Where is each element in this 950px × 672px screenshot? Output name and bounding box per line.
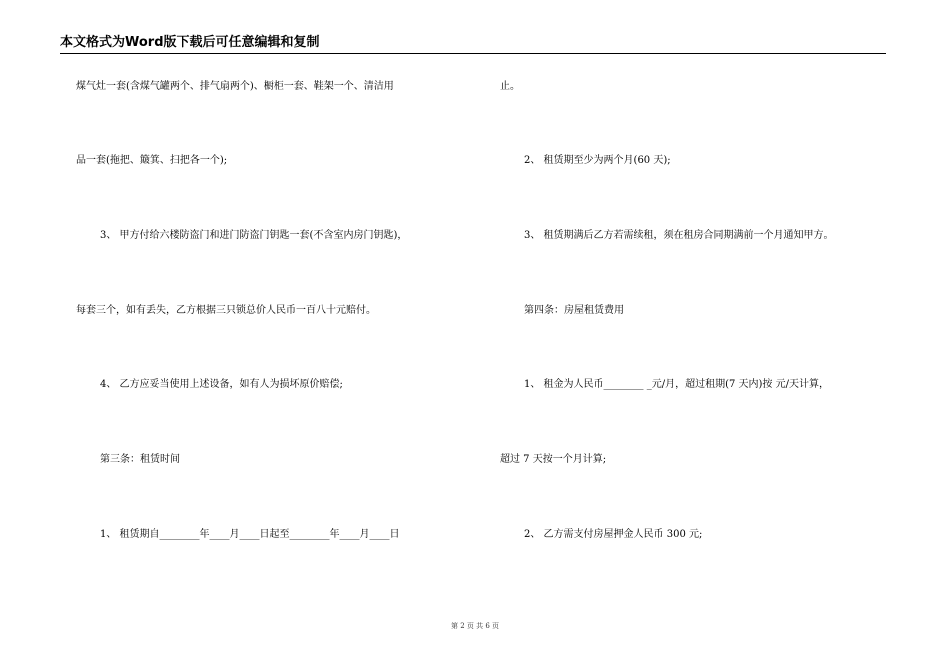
right-line-6: 超过 7 天按一个月计算;	[500, 454, 607, 465]
page-number: 第 2 页 共 6 页	[450, 622, 500, 630]
page-header	[60, 34, 886, 54]
right-line-7: 2、 乙方需支付房屋押金人民币 300 元;	[524, 529, 703, 540]
left-line-7: 1、 租赁期自________年____月____日起至________年____月____日	[100, 529, 400, 540]
section-heading-3: 第三条：租赁时间	[100, 454, 180, 465]
left-line-3: 3、 甲方付给六楼防盗门和进门防盗门钥匙一套(不含室内房门钥匙)，	[100, 230, 408, 241]
right-line-2: 2、 租赁期至少为两个月(60 天);	[524, 155, 671, 166]
left-line-5: 4、 乙方应妥当使用上述设备，如有人为损坏原价赔偿;	[100, 379, 343, 390]
left-line-4: 每套三个，如有丢失，乙方根据三只锁总价人民币一百八十元赔付。	[76, 305, 376, 316]
right-line-1: 止。	[500, 81, 520, 92]
header-title: 本文格式为Word版下载后可任意编辑和复制	[60, 35, 320, 50]
right-line-5: 1、 租金为人民币________ _元/月，超过租期(7 天内)按 元/天计算，	[524, 379, 829, 390]
left-line-1: 煤气灶一套(含煤气罐两个、排气扇两个)、橱柜一套、鞋架一个、清洁用	[76, 81, 394, 92]
right-line-3: 3、 租赁期满后乙方若需续租，须在租房合同期满前一个月通知甲方。	[524, 230, 834, 241]
section-heading-4: 第四条：房屋租赁费用	[524, 305, 624, 316]
left-line-2: 品一套(拖把、簸箕、扫把各一个);	[76, 155, 228, 166]
